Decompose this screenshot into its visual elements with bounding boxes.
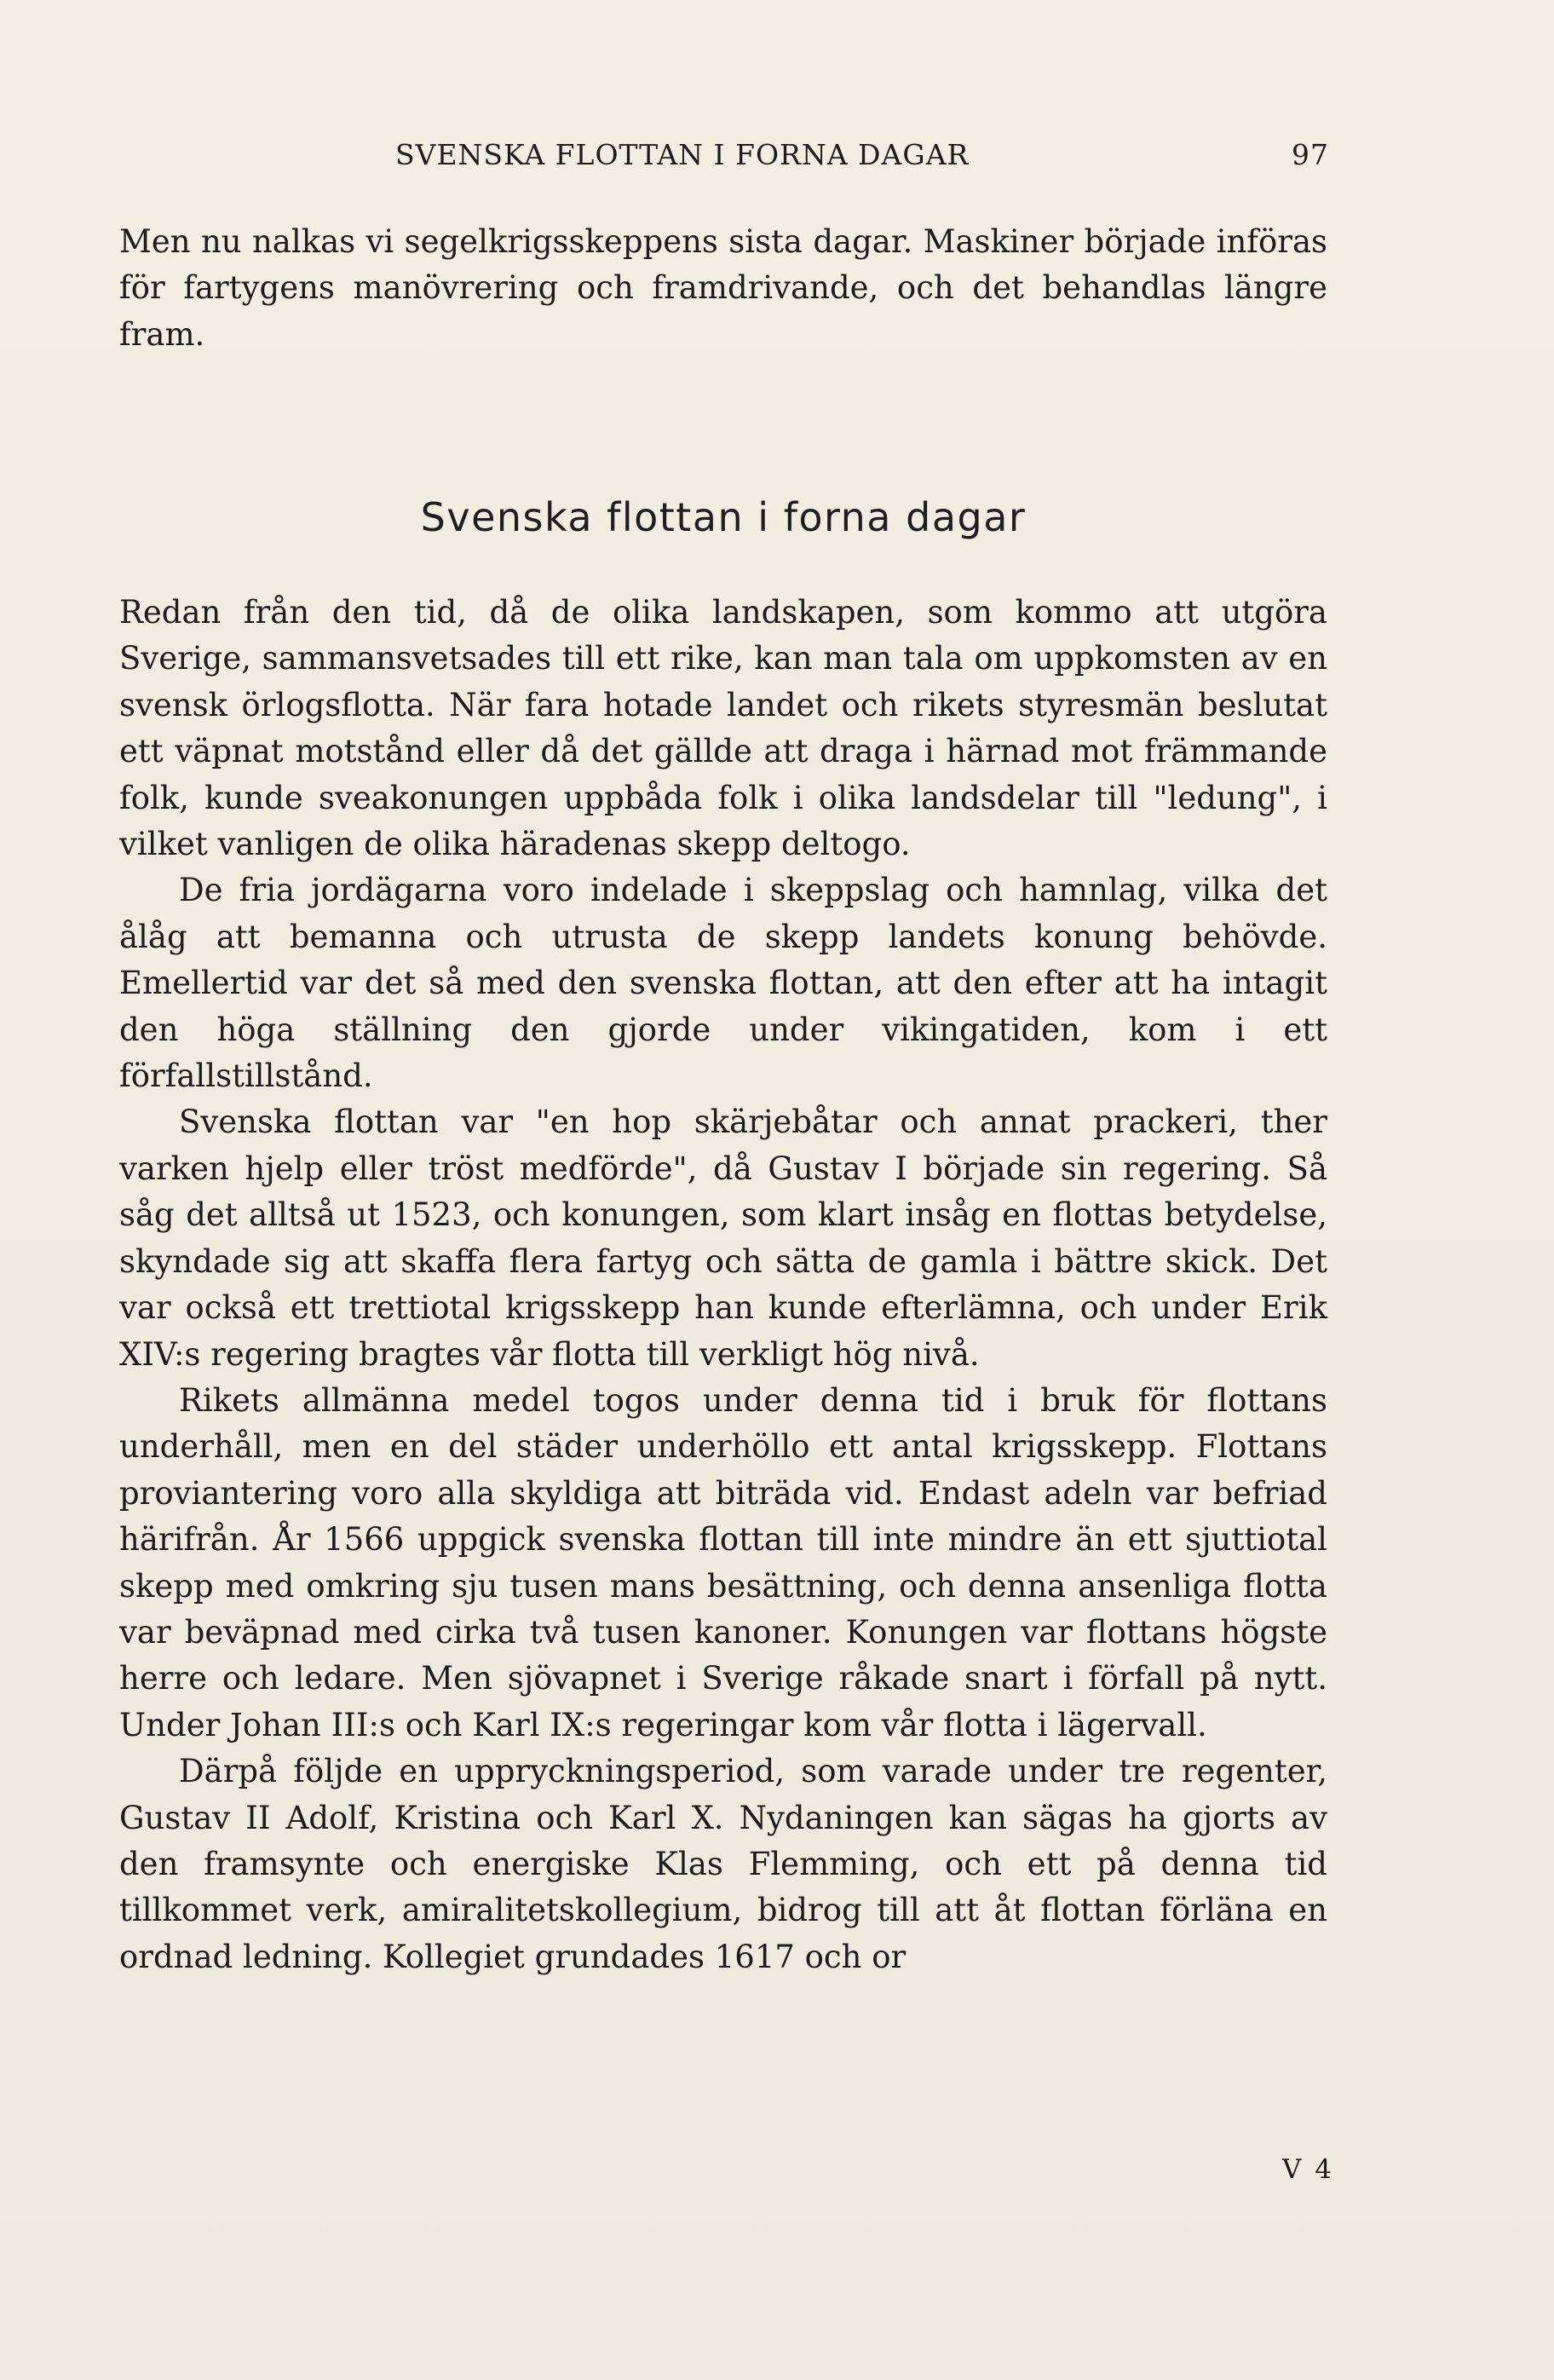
paragraph-2: De fria jordägarna voro indelade i skeppslag och hamnlag, vilka det ålåg att bemanna och utrusta de skepp landets konung behövde. Emellertid var det så med den svenska flottan, att den efter att ha intagit den höga ställning den gjorde under vikingatiden, kom i ett förfallstillstånd. [119,872,1327,1095]
page-number: 97 [1292,138,1329,171]
intro-text-block [119,219,1327,358]
running-header [119,138,1329,181]
paragraph-1: Redan från den tid, då de olika landskapen, som kommo att utgöra Sverige, sammansvetsades till ett rike, kan man tala om uppkomsten av en svensk örlogsflotta. När fara hotade landet och rikets styresmän beslutat ett väpnat motstånd eller då det gällde att draga i härnad mot främmande folk, kunde sveakonungen uppbåda folk i olika landsdelar till "ledung", i vilket vanligen de olika häradenas skepp deltogo. [119,594,1327,863]
paragraph-3: Svenska flottan var "en hop skärjebåtar och annat prackeri, ther varken hjelp eller tröst medförde", då Gustav I började sin regering. Så såg det alltså ut 1523, och konungen, som klart insåg en flottas betydelse, skyndade sig att skaffa flera fartyg och sätta de gamla i bättre skick. Det var också ett trettiotal krigsskepp han kunde efterlämna, och under Erik XIV:s regering bragtes vår flotta till verkligt hög nivå. [119,1104,1327,1373]
intro-paragraph: Men nu nalkas vi segelkrigsskeppens sista dagar. Maskiner började införas för fartygens manövrering och framdrivande, och det behandlas längre fram. [119,223,1327,353]
paragraph-4: Rikets allmänna medel togos under denna tid i bruk för flottans underhåll, men en del städer underhöllo ett antal krigsskepp. Flottans proviantering voro alla skyldiga att biträda vid. Endast adeln var befriad härifrån. År 1566 uppgick svenska flottan till inte mindre än ett sjuttiotal skepp med omkring sju tusen mans besättning, och denna ansenliga flotta var beväpnad med cirka två tusen kanoner. Konungen var flottans högste herre och ledare. Men sjövapnet i Sverige råkade snart i förfall på nytt. Under Johan III:s och Karl IX:s regeringar kom vår flotta i lägervall. [119,1381,1327,1743]
running-header-title: SVENSKA FLOTTAN I FORNA DAGAR [395,138,970,171]
section-heading: Svenska flottan i forna dagar [420,494,1027,540]
signature-mark: V 4 [1282,2154,1334,2185]
body-text-block [119,590,1327,1980]
paragraph-5: Därpå följde en uppryckningsperiod, som varade under tre regenter, Gustav II Adolf, Kristina och Karl X. Nydaningen kan sägas ha gjorts av den framsynte och energiske Klas Flemming, och ett på denna tid tillkommet verk, amiralitetskollegium, bidrog till att åt flottan förläna en ordnad ledning. Kollegiet grundades 1617 och or [119,1753,1327,1975]
